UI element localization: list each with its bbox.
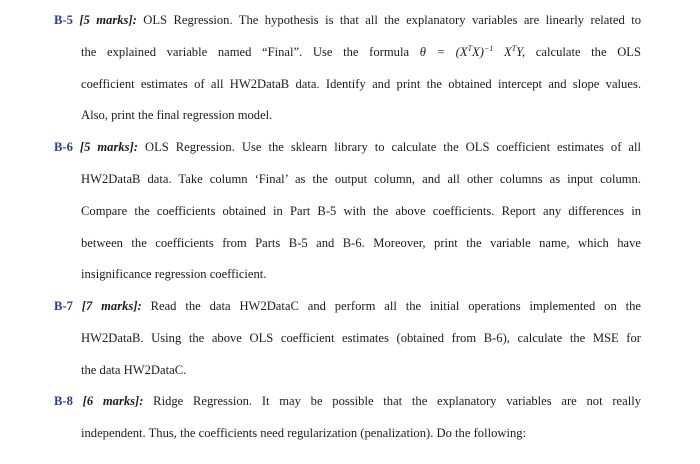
b7-line-1: B-7 [7 marks]: Read the data HW2DataC and perform all the initial operations implemented on the [54,299,641,313]
b5-line-3: coefficient estimates of all HW2DataB data. Identify and print the obtained intercept and slope values. [81,77,641,91]
marks-b8: [6 marks]: [82,394,144,408]
b5-line-4: Also, print the final regression model. [81,108,273,122]
marks-b5: [5 marks]: [79,13,137,27]
marks-b7: [7 marks]: [81,299,142,313]
b7-line-3: the data HW2DataC. [81,363,187,377]
marks-b6: [5 marks]: [79,140,138,154]
ols-formula: $\theta = (X^TX)^{-1}$ $X^TY$, [419,43,526,59]
b6-line-3: Compare the coefficients obtained in Part B-5 with the above coefficients. Report any differences in [81,204,641,218]
b6-line-5: insignificance regression coefficient. [81,267,267,281]
b5-line-1: B-5 [5 marks]: OLS Regression. The hypothesis is that all the explanatory variables are linearly related to [54,13,642,27]
question-id-b6: B-6 [54,140,73,154]
question-id-b7: B-7 [54,299,73,313]
b6-line-2: HW2DataB data. Take column ‘Final’ as the output column, and all other columns as input column. [81,172,641,186]
b6-line-1: B-6 [5 marks]: OLS Regression. Use the sklearn library to calculate the OLS coefficient estimates of all [54,140,641,154]
b6-line-4: between the coefficients from Parts B-5 and B-6. Moreover, print the variable name, which have [81,236,641,250]
b8-line-2: independent. Thus, the coefficients need regularization (penalization). Do the following: [81,426,527,440]
b5-line-2: the explained variable named “Final”. Use the formula $\theta = (X^TX)^{-1}$ $X^TY$, calculate the OLS [81,43,642,59]
b7-line-2: HW2DataB. Using the above OLS coefficient estimates (obtained from B-6), calculate the MSE for [81,331,641,345]
question-id-b8: B-8 [54,394,73,408]
b8-line-1: B-8 [6 marks]: Ridge Regression. It may be possible that the explanatory variables are not really [54,394,641,408]
question-id-b5: B-5 [54,13,73,27]
